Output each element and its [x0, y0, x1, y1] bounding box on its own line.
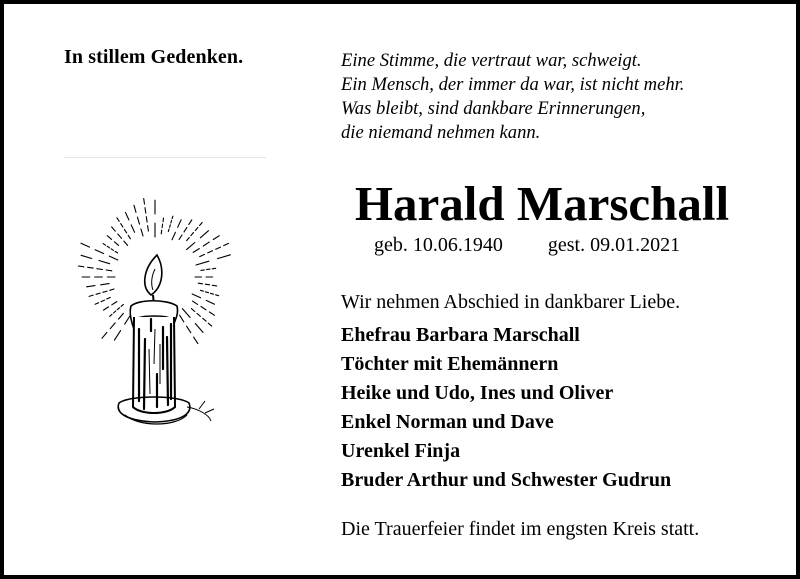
mourners-list [341, 321, 671, 495]
mourner-line: Ehefrau Barbara Marschall [341, 324, 580, 346]
death-date: gest. 09.01.2021 [547, 234, 681, 256]
mourner-line: Bruder Arthur und Schwester Gudrun [341, 469, 672, 491]
candle-illustration-icon [59, 169, 239, 434]
deceased-name: Harald Marschall [354, 176, 730, 231]
mourner-line: Urenkel Finja [341, 440, 461, 462]
mourner-line: Enkel Norman und Dave [341, 411, 554, 433]
life-dates [374, 234, 680, 257]
poem-line: Ein Mensch, der immer da war, ist nicht mehr. [341, 74, 685, 95]
birth-date: geb. 10.06.1940 [374, 234, 503, 256]
poem-line: Eine Stimme, die vertraut war, schweigt. [341, 50, 642, 71]
farewell-text: Wir nehmen Abschied in dankbarer Liebe. [341, 291, 681, 313]
divider-line [64, 157, 266, 158]
mourner-line: Töchter mit Ehemännern [341, 353, 559, 375]
poem-line: die niemand nehmen kann. [341, 122, 541, 143]
remembrance-heading: In stillem Gedenken. [64, 46, 244, 68]
poem-line: Was bleibt, sind dankbare Erinnerungen, [341, 98, 646, 119]
memorial-poem [341, 49, 684, 145]
mourner-line: Heike und Udo, Ines und Oliver [341, 382, 614, 404]
service-note: Die Trauerfeier findet im engsten Kreis statt. [341, 518, 700, 540]
